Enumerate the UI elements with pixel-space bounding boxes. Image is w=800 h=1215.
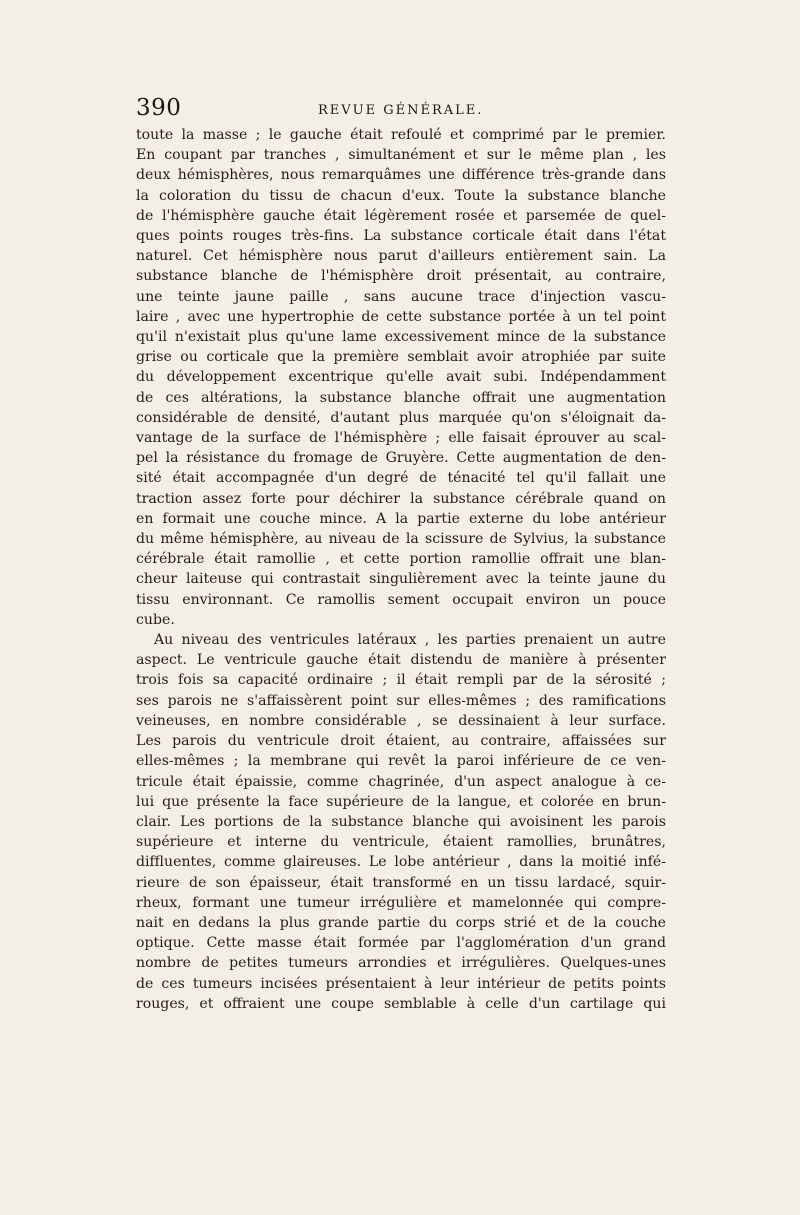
paragraph-1 [136, 125, 666, 630]
text-line: considérable de densité, d'autant plus marquée qu'on s'éloignait da- [136, 409, 666, 426]
text-line: de l'hémisphère gauche était légèrement rosée et parsemée de quel- [136, 207, 666, 224]
text-line: du même hémisphère, au niveau de la scissure de Sylvius, la substance [136, 531, 666, 548]
text-line: cheur laiteuse qui contrastait singulièrement avec la teinte jaune du [136, 571, 666, 588]
text-line: ses parois ne s'affaissèrent point sur elles-mêmes ; des ramifications [136, 692, 666, 709]
text-line: diffluentes, comme glaireuses. Le lobe antérieur , dans la moitié infé- [136, 854, 666, 871]
text-line: grise ou corticale que la première semblait avoir atrophiée par suite [136, 349, 666, 366]
text-line: trois fois sa capacité ordinaire ; il était rempli par de la sérosité ; [136, 672, 666, 689]
text-line: elles-mêmes ; la membrane qui revêt la paroi inférieure de ce ven- [136, 753, 666, 770]
text-line: vantage de la surface de l'hémisphère ; elle faisait éprouver au scal- [136, 430, 666, 447]
text-line: cube. [136, 611, 175, 628]
paragraph-2 [136, 630, 666, 1014]
text-line: substance blanche de l'hémisphère droit présentait, au contraire, [136, 268, 666, 285]
text-line: laire , avec une hypertrophie de cette substance portée à un tel point [136, 308, 666, 325]
text-line: rieure de son épaisseur, était transformé en un tissu lardacé, squir- [136, 874, 666, 891]
text-line: la coloration du tissu de chacun d'eux. Toute la substance blanche [136, 187, 666, 204]
text-line: rouges, et offraient une coupe semblable à celle d'un cartilage qui [136, 995, 666, 1012]
text-line: sité était accompagnée d'un degré de ténacité tel qu'il fallait une [136, 470, 666, 487]
text-line: une teinte jaune paille , sans aucune trace d'injection vascu- [136, 288, 666, 305]
text-line: Les parois du ventricule droit étaient, au contraire, affaissées sur [136, 733, 666, 750]
text-line: ques points rouges très-fins. La substance corticale était dans l'état [136, 228, 666, 245]
text-line: clair. Les portions de la substance blanche qui avoisinent les parois [136, 813, 666, 830]
text-line: qu'il n'existait plus qu'une lame excessivement mince de la substance [136, 329, 666, 346]
text-line: rheux, formant une tumeur irrégulière et mamelonnée qui compre- [136, 894, 666, 911]
text-line: en formait une couche mince. A la partie externe du lobe antérieur [136, 510, 666, 527]
text-line: naturel. Cet hémisphère nous parut d'ailleurs entièrement sain. La [136, 248, 666, 265]
text-line: Au niveau des ventricules latéraux , les parties prenaient un autre [154, 632, 666, 649]
text-line: En coupant par tranches , simultanément et sur le même plan , les [136, 147, 666, 164]
text-line: pel la résistance du fromage de Gruyère. Cette augmentation de den- [136, 450, 666, 467]
text-line: de ces tumeurs incisées présentaient à leur intérieur de petits points [136, 975, 666, 992]
text-line: de ces altérations, la substance blanche offrait une augmentation [136, 389, 666, 406]
text-line: veineuses, en nombre considérable , se dessinaient à leur surface. [136, 712, 666, 729]
text-line: cérébrale était ramollie , et cette portion ramollie offrait une blan- [136, 551, 666, 568]
page-number: 390 [136, 95, 182, 121]
text-line: aspect. Le ventricule gauche était distendu de manière à présenter [136, 652, 666, 669]
text-line: traction assez forte pour déchirer la substance cérébrale quand on [136, 490, 666, 507]
text-line: lui que présente la face supérieure de la langue, et colorée en brun- [136, 793, 666, 810]
text-line: toute la masse ; le gauche était refoulé et comprimé par le premier. [136, 127, 666, 143]
text-line: tricule était épaissie, comme chagrinée, d'un aspect analogue à ce- [136, 773, 666, 790]
text-line: nombre de petites tumeurs arrondies et irrégulières. Quelques-unes [136, 955, 666, 972]
text-line: nait en dedans la plus grande partie du corps strié et de la couche [136, 914, 666, 931]
text-line: tissu environnant. Ce ramollis sement occupait environ un pouce [136, 591, 666, 608]
text-line: deux hémisphères, nous remarquâmes une différence très-grande dans [136, 167, 666, 184]
text-line: optique. Cette masse était formée par l'agglomération d'un grand [136, 935, 666, 952]
running-title: REVUE GÉNÉRALE. [318, 103, 484, 118]
body-text [136, 125, 666, 1014]
text-line: du développement excentrique qu'elle avait subi. Indépendamment [136, 369, 666, 386]
page-header [136, 95, 666, 129]
text-line: supérieure et interne du ventricule, étaient ramollies, brunâtres, [136, 834, 666, 851]
